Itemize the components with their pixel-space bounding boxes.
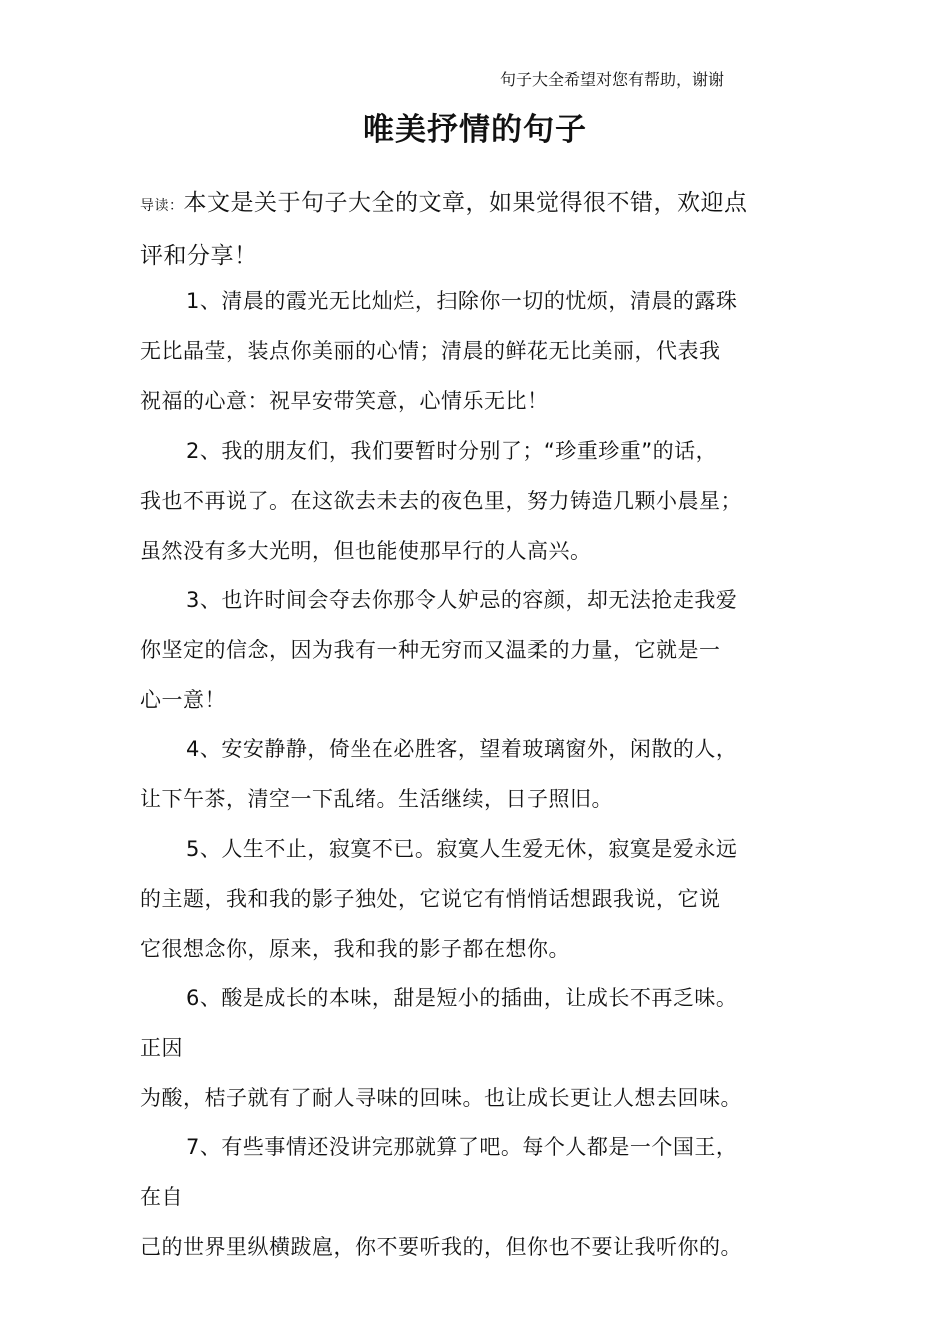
paragraph-line: 5、人生不止，寂寞不已。寂寞人生爱无休，寂寞是爱永远 (186, 837, 738, 861)
document-title: 唯美抒情的句子 (363, 112, 587, 148)
paragraph-line: 你坚定的信念，因为我有一种无穷而又温柔的力量，它就是一 (140, 638, 721, 662)
paragraph-line: 3、也许时间会夺去你那令人妒忌的容颜，却无法抢走我爱 (186, 588, 738, 612)
paragraph-2 (140, 426, 830, 576)
intro-label: 导读： (140, 198, 184, 214)
intro-line: 评和分享！ (140, 243, 258, 269)
intro-block (140, 178, 820, 281)
paragraph-line: 4、安安静静，倚坐在必胜客，望着玻璃窗外，闲散的人， (186, 737, 738, 761)
paragraph-5 (140, 824, 830, 974)
paragraph-line: 无比晶莹，装点你美丽的心情；清晨的鲜花无比美丽，代表我 (140, 339, 721, 363)
paragraph-line: 正因 (140, 1036, 183, 1060)
paragraph-line: 为酸，桔子就有了耐人寻味的回味。也让成长更让人想去回味。 (140, 1086, 742, 1110)
paragraph-line: 2、我的朋友们，我们要暂时分别了；“珍重珍重”的话， (186, 439, 718, 463)
paragraph-line: 祝福的心意：祝早安带笑意，心情乐无比！ (140, 389, 549, 413)
paragraph-1 (140, 276, 830, 426)
paragraph-line: 它很想念你，原来，我和我的影子都在想你。 (140, 937, 570, 961)
paragraph-line: 我也不再说了。在这欲去未去的夜色里，努力铸造几颗小晨星； (140, 489, 742, 513)
intro-line (140, 178, 820, 231)
paragraph-line: 让下午茶，清空一下乱绪。生活继续，日子照旧。 (140, 787, 613, 811)
header-note: 句子大全希望对您有帮助，谢谢 (500, 70, 725, 89)
paragraph-line: 心一意！ (140, 688, 226, 712)
paragraph-line: 7、有些事情还没讲完那就算了吧。每个人都是一个国王， (186, 1135, 738, 1159)
paragraph-line: 1、清晨的霞光无比灿烂，扫除你一切的忧烦，清晨的露珠 (186, 289, 738, 313)
paragraph-line: 在自 (140, 1185, 183, 1209)
intro-text: 本文是关于句子大全的文章，如果觉得很不错，欢迎点 (183, 190, 748, 216)
paragraph-line: 的主题，我和我的影子独处，它说它有悄悄话想跟我说，它说 (140, 887, 721, 911)
paragraph-3 (140, 575, 830, 725)
paragraph-6 (140, 973, 830, 1123)
paragraph-4 (140, 724, 830, 824)
paragraph-line: 虽然没有多大光明，但也能使那早行的人高兴。 (140, 539, 592, 563)
paragraph-line: 己的世界里纵横跋扈，你不要听我的，但你也不要让我听你的。 (140, 1235, 742, 1259)
paragraph-7 (140, 1122, 830, 1272)
paragraph-line: 6、酸是成长的本味，甜是短小的插曲，让成长不再乏味。 (186, 986, 738, 1010)
